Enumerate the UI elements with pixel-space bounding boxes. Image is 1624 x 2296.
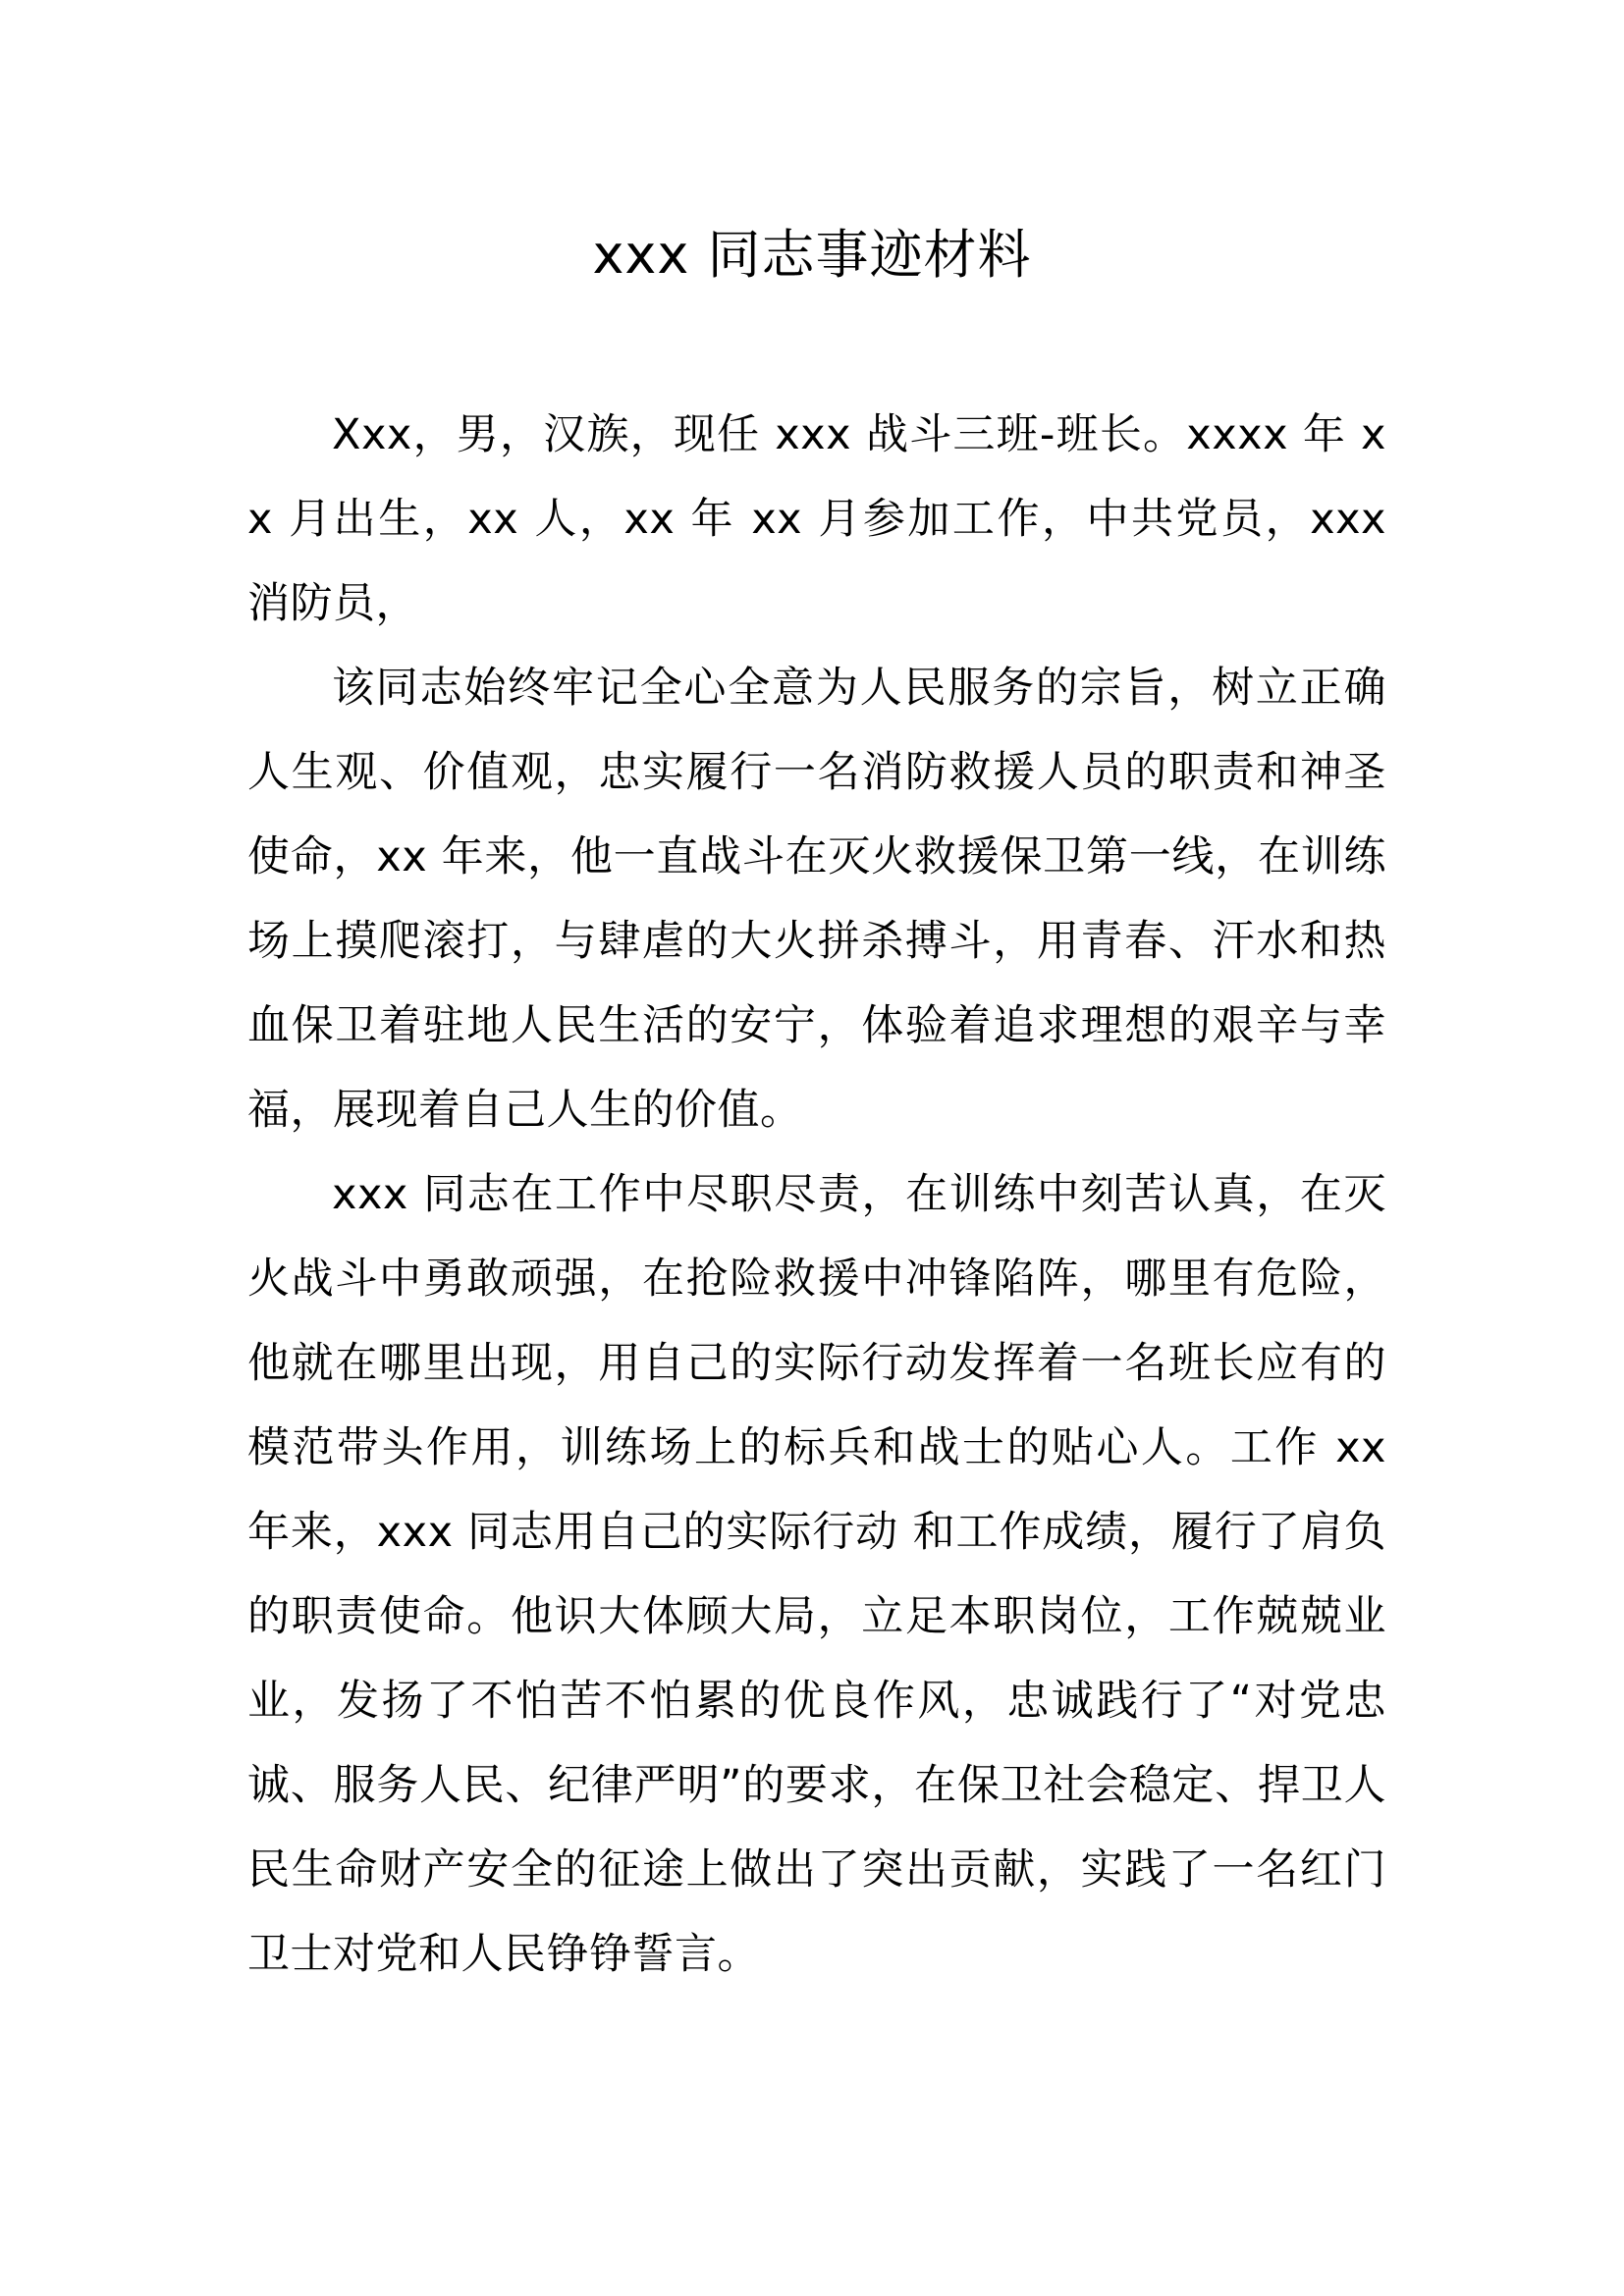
paragraph-work-performance: xxx 同志在工作中尽职尽责，在训练中刻苦认真，在灭火战斗中勇敢顽强，在抢险救援中冲锋陷阵，哪里有危险，他就在哪里出现，用自己的实际行动发挥着一名班长应有的模范带头作用，训练场上的标兵和战士的贴心人。工作 xx 年来，xxx 同志用自己的实际行动 和工作成绩，履行了肩负的职责使命。他识大体顾大局，立足本职岗位，工作兢兢业业，发扬了不怕苦不怕累的优良作风，忠诚践行了“对党忠诚、服务人民、纪律严明”的要求，在保卫社会稳定、捍卫人民生命财产安全的征途上做出了突出贡献，实践了一名红门卫士对党和人民铮铮誓言。 [247,1170,1386,1979]
paragraph-personal-info: Xxx，男，汉族，现任 xxx 战斗三班-班长。xxxx 年 xx 月出生，xx 人，xx 年 xx 月参加工作，中共党员，xxx 消防员， [247,410,1386,628]
document-title: xxx 同志事迹材料 [592,224,1032,286]
document-body [247,393,1386,1997]
paragraph-service-purpose: 该同志始终牢记全心全意为人民服务的宗旨，树立正确人生观、价值观，忠实履行一名消防救援人员的职责和神圣使命，xx 年来，他一直战斗在灭火救援保卫第一线，在训练场上摸爬滚打，与肆虐的大火拼杀搏斗，用青春、汗水和热血保卫着驻地人民生活的安宁，体验着追求理想的艰辛与幸福，展现着自己人生的价值。 [247,664,1386,1135]
